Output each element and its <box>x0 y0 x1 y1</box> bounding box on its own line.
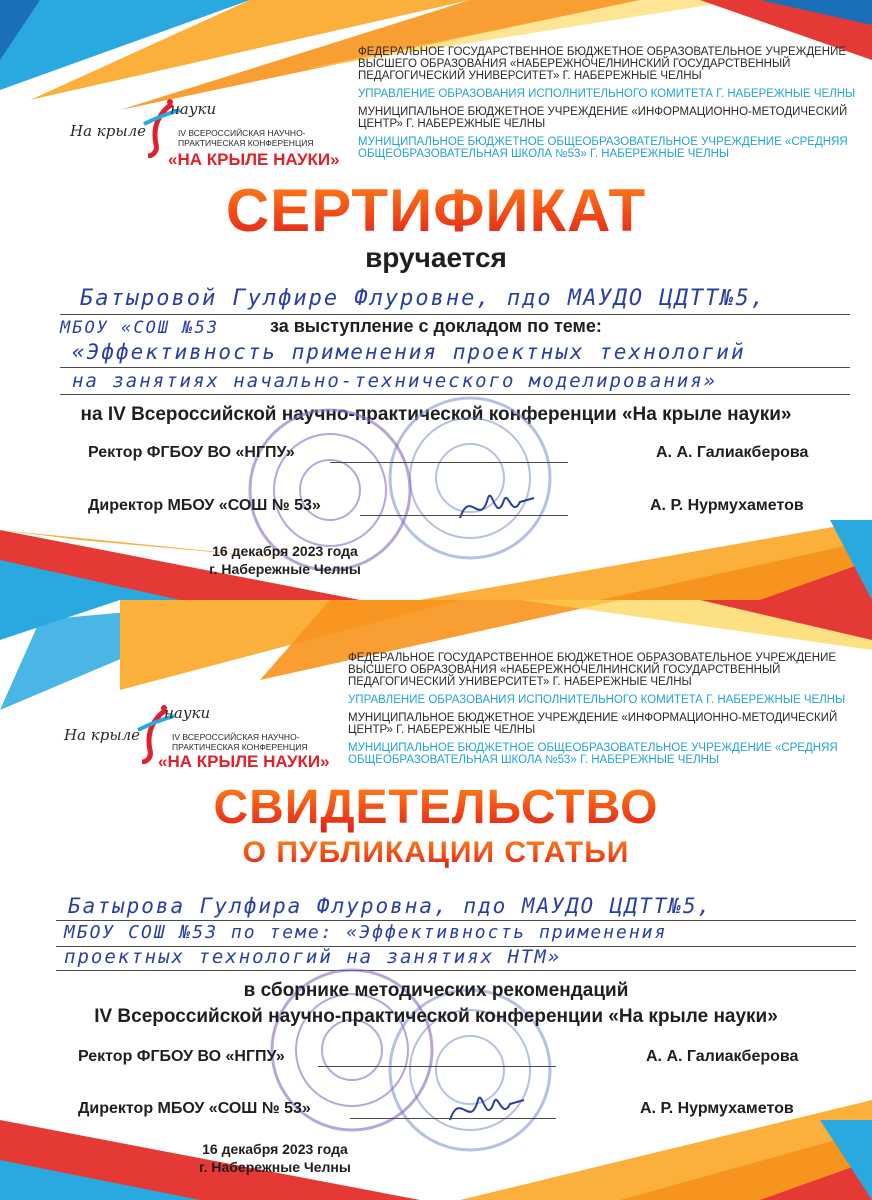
signature-line <box>360 515 568 516</box>
organizer-university: ФЕДЕРАЛЬНОЕ ГОСУДАРСТВЕННОЕ БЮДЖЕТНОЕ ОБРАЗОВАТЕЛЬНОЕ УЧРЕЖДЕНИЕ ВЫСШЕГО ОБРАЗОВАНИЯ «НАБЕРЕЖНОЧЕЛНИНСКИЙ ГОСУДАРСТВЕННЫЙ ПЕДАГОГИЧЕСКИЙ УНИВЕРСИТЕТ» Г. НАБЕРЕЖНЫЕ ЧЕЛНЫ <box>358 46 847 82</box>
signature-line <box>318 1066 556 1067</box>
issue-date: 16 декабря 2023 года <box>202 1141 348 1157</box>
logo-conference-caption: IV ВСЕРОССИЙСКАЯ НАУЧНО-ПРАКТИЧЕСКАЯ КОНФЕРЕНЦИЯ <box>178 128 314 148</box>
director-name: А. Р. Нурмухаметов <box>640 1100 794 1117</box>
organizer-education-dept: УПРАВЛЕНИЕ ОБРАЗОВАНИЯ ИСПОЛНИТЕЛЬНОГО КОМИТЕТА Г. НАБЕРЕЖНЫЕ ЧЕЛНЫ <box>358 88 856 100</box>
certificate-title: СЕРТИФИКАТ <box>0 176 872 245</box>
director-label: Директор МБОУ «СОШ № 53» <box>88 497 321 514</box>
organizer-school: МУНИЦИПАЛЬНОЕ БЮДЖЕТНОЕ ОБЩЕОБРАЗОВАТЕЛЬНОЕ УЧРЕЖДЕНИЕ «СРЕДНЯЯ ОБЩЕОБРАЗОВАТЕЛЬНАЯ ШКОЛА №53» Г. НАБЕРЕЖНЫЕ ЧЕЛНЫ <box>348 742 838 766</box>
fill-line <box>56 920 856 921</box>
logo-conference-name: «НА КРЫЛЕ НАУКИ» <box>158 752 330 771</box>
handwritten-topic-line2: на занятиях начально-технического моделирования» <box>72 370 718 392</box>
publication-title: СВИДЕТЕЛЬСТВО <box>0 780 872 835</box>
signature-line <box>330 462 568 463</box>
logo-text-nauki: науки <box>164 704 211 722</box>
topic-caption: за выступление с докладом по теме: <box>270 316 602 336</box>
issue-city: г. Набережные Челны <box>199 1159 351 1175</box>
logo-text-na-kryle: На крыле <box>64 726 140 744</box>
handwritten-recipient: Батыровой Гулфире Флуровне, пдо МАУДО ЦДТТ№5, <box>80 286 767 311</box>
organizers-header <box>358 46 858 166</box>
conference-logo <box>64 704 344 774</box>
issue-date-block <box>180 1140 370 1176</box>
fill-line <box>60 367 850 368</box>
logo-conference-caption: IV ВСЕРОССИЙСКАЯ НАУЧНО-ПРАКТИЧЕСКАЯ КОНФЕРЕНЦИЯ <box>172 732 308 752</box>
organizers-header <box>348 652 848 772</box>
fill-line <box>56 970 856 971</box>
organizer-school: МУНИЦИПАЛЬНОЕ БЮДЖЕТНОЕ ОБЩЕОБРАЗОВАТЕЛЬНОЕ УЧРЕЖДЕНИЕ «СРЕДНЯЯ ОБЩЕОБРАЗОВАТЕЛЬНАЯ ШКОЛА №53» Г. НАБЕРЕЖНЫЕ ЧЕЛНЫ <box>358 136 848 160</box>
issue-date: 16 декабря 2023 года <box>212 543 358 559</box>
publication-subtitle: О ПУБЛИКАЦИИ СТАТЬИ <box>0 836 872 870</box>
signature-line <box>350 1118 556 1119</box>
handwritten-topic: проектных технологий на занятиях НТМ» <box>64 946 562 968</box>
collection-caption: в сборнике методических рекомендаций <box>243 980 629 1001</box>
director-label: Директор МБОУ «СОШ № 53» <box>78 1100 311 1117</box>
director-name: А. Р. Нурмухаметов <box>650 497 804 514</box>
rector-label: Ректор ФГБОУ ВО «НГПУ» <box>78 1048 285 1065</box>
rector-label: Ректор ФГБОУ ВО «НГПУ» <box>88 444 295 461</box>
publication-sheet <box>0 600 872 1200</box>
issue-date-block <box>190 542 380 578</box>
director-signature <box>450 478 540 538</box>
organizer-university: ФЕДЕРАЛЬНОЕ ГОСУДАРСТВЕННОЕ БЮДЖЕТНОЕ ОБРАЗОВАТЕЛЬНОЕ УЧРЕЖДЕНИЕ ВЫСШЕГО ОБРАЗОВАНИЯ «НАБЕРЕЖНОЧЕЛНИНСКИЙ ГОСУДАРСТВЕННЫЙ ПЕДАГОГИЧЕСКИЙ УНИВЕРСИТЕТ» Г. НАБЕРЕЖНЫЕ ЧЕЛНЫ <box>348 652 837 688</box>
certificate-subtitle: вручается <box>365 242 507 273</box>
conference-logo <box>70 98 350 168</box>
logo-text-nauki: науки <box>170 100 217 118</box>
rector-name: А. А. Галиакберова <box>646 1048 799 1065</box>
fill-line <box>60 314 850 315</box>
handwritten-school-topic: МБОУ СОШ №53 по теме: «Эффективность применения <box>64 922 668 943</box>
conference-line: IV Всероссийской научно-практической конференции «На крыле науки» <box>94 1006 778 1027</box>
handwritten-topic-line1: «Эффективность применения проектных технологий <box>72 340 746 364</box>
handwritten-recipient: Батырова Гулфира Флуровна, пдо МАУДО ЦДТТ№5, <box>68 894 713 918</box>
logo-conference-name: «НА КРЫЛЕ НАУКИ» <box>168 150 340 169</box>
organizer-methodical-center: МУНИЦИПАЛЬНОЕ БЮДЖЕТНОЕ УЧРЕЖДЕНИЕ «ИНФОРМАЦИОННО-МЕТОДИЧЕСКИЙ ЦЕНТР» Г. НАБЕРЕЖНЫЕ ЧЕЛНЫ <box>358 106 848 130</box>
issue-city: г. Набережные Челны <box>209 561 361 577</box>
conference-line: на IV Всероссийской научно-практической конференции «На крыле науки» <box>80 404 792 425</box>
logo-text-na-kryle: На крыле <box>70 122 146 140</box>
director-signature <box>440 1080 530 1140</box>
organizer-education-dept: УПРАВЛЕНИЕ ОБРАЗОВАНИЯ ИСПОЛНИТЕЛЬНОГО КОМИТЕТА Г. НАБЕРЕЖНЫЕ ЧЕЛНЫ <box>348 694 846 706</box>
handwritten-school: МБОУ «СОШ №53 <box>60 318 220 338</box>
rector-name: А. А. Галиакберова <box>656 444 809 461</box>
organizer-methodical-center: МУНИЦИПАЛЬНОЕ БЮДЖЕТНОЕ УЧРЕЖДЕНИЕ «ИНФОРМАЦИОННО-МЕТОДИЧЕСКИЙ ЦЕНТР» Г. НАБЕРЕЖНЫЕ ЧЕЛНЫ <box>348 712 838 736</box>
